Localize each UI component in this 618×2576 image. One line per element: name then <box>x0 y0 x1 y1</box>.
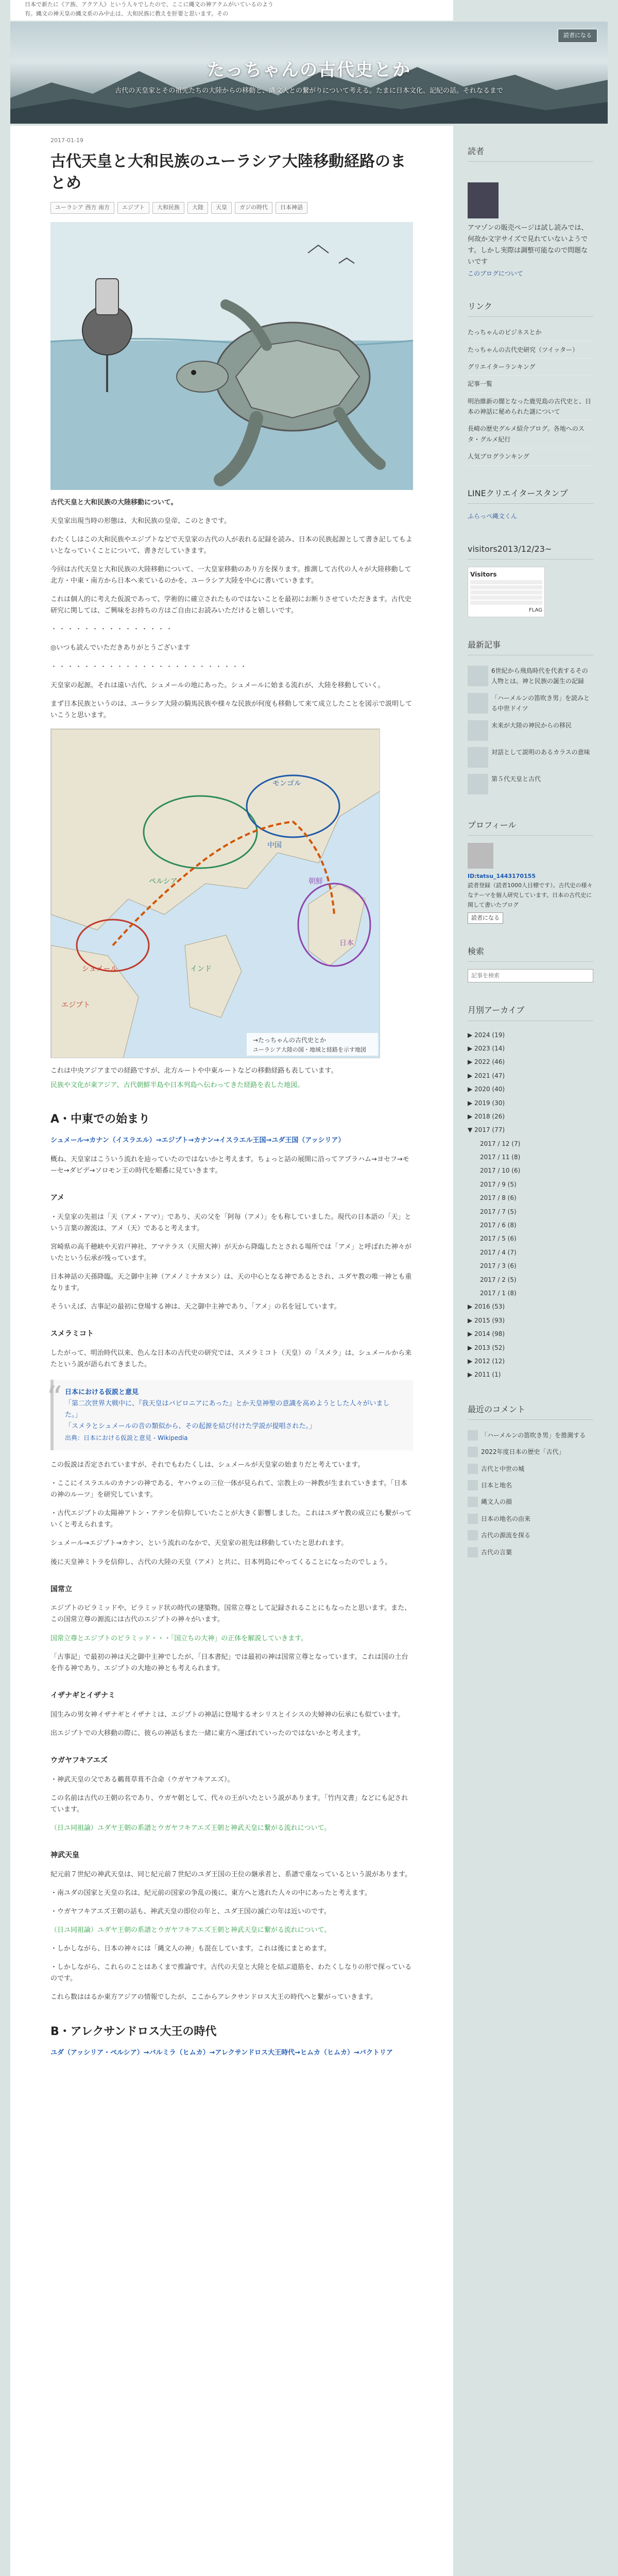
paragraph: したがって、明治時代以来、色んな日本の古代史の研究では、スメラミコト（天皇）の「スメラ」は、シュメールから来たという説が語られてきました。 <box>50 1349 412 1369</box>
paragraph: この名前は古代の王朝の名であり、ウガヤ朝として、代々の王がいたという説があります。「竹内文書」などにも記されています。 <box>50 1794 408 1814</box>
archive-year[interactable]: ▶ 2012 (12) <box>468 1357 505 1365</box>
archive-year[interactable]: ▶ 2015 (93) <box>468 1316 505 1324</box>
sidebar <box>453 126 608 2576</box>
archive-month[interactable]: 2017 / 11 (8) <box>480 1154 521 1161</box>
paragraph: まず日本民族というのは、ユーラシア大陸の騎馬民族や様々な民族が何度も移動して来て成立したことを図示で説明していこうと思います。 <box>50 700 413 719</box>
archive-month[interactable]: 2017 / 1 (8) <box>480 1289 517 1297</box>
module-title: 最近のコメント <box>468 1402 593 1420</box>
archive-year[interactable]: ▶ 2011 (1) <box>468 1371 501 1379</box>
module-title: 月別アーカイブ <box>468 1003 593 1021</box>
paragraph: 天皇家出現当時の形態は、大和民族の皇帝、このときです。 <box>50 517 231 525</box>
paragraph: そういえば、古事記の最初に登場する神は、天之御中主神であり、「アメ」の名を冠しています。 <box>50 1303 341 1311</box>
subsection-heading: イザナギとイザナミ <box>50 1691 115 1700</box>
paragraph: ・南ユダの国家と天皇の名は、紀元前の国家の争乱の後に、東方へと逃れた人々の中にあったと考えます。 <box>50 1889 371 1897</box>
commenter-avatar <box>468 1447 478 1457</box>
commenter-avatar <box>468 1480 478 1490</box>
paragraph: ・しかしながら、これらのことはあくまで推論です。古代の天皇と大陸とを結ぶ道筋を、わたくしなりの形で探っているのです。 <box>50 1963 411 1983</box>
commenter-avatar <box>468 1514 478 1524</box>
recent-entry[interactable]: 6世紀から飛鳥時代を代表するその人物とは。神と民族の誕生の記録 <box>468 663 593 690</box>
paragraph: 宮崎県の高千穂峡や天岩戸神社、アマテラス（天照大神）が天から降臨したとされる場所では「アメ」と呼ばれた神々がいたという伝承が残っています。 <box>50 1243 411 1262</box>
paragraph: 出エジプトでの大移動の際に、彼らの神話もまた一緒に東方へ運ばれていったのではないかと考えます。 <box>50 1729 365 1737</box>
module-title: 最新記事 <box>468 638 593 655</box>
archive-year[interactable]: ▶ 2021 (47) <box>468 1072 505 1079</box>
subsection-heading: 国常立 <box>50 1585 72 1594</box>
archive-month[interactable]: 2017 / 6 (8) <box>480 1222 517 1229</box>
map-label: 朝鮮 <box>308 877 323 886</box>
category-list <box>50 202 413 214</box>
promo-link[interactable]: このブログについて <box>468 269 523 277</box>
sidebar-link[interactable]: たっちゃんのビジネスとか <box>468 324 593 341</box>
paragraph: これら数ははるか東方アジアの情報でしたが、ここからアレクサンドロス大王の時代へと繋がっていきます。 <box>50 1993 377 2002</box>
profile-module <box>468 818 593 924</box>
paragraph: 今回は古代天皇と大和民族の大陸移動について、一大皇家移動のあり方を探ります。推測して古代の人々が大陸移動して北方・中東・南方から日本へ来ているのかを、ユーラシア大陸を中心に書いていきます。 <box>50 565 411 585</box>
paragraph: これは個人的に考えた仮説であって、学術的に確立されたものではないことを最初にお断りさせていただきます。古代史研究に関しては、ご興味をお持ちの方はご自由にお読みいただけると嬉しいです。 <box>50 596 411 615</box>
archive-year[interactable]: ▶ 2019 (30) <box>468 1099 505 1107</box>
commenter-avatar <box>468 1497 478 1507</box>
map-label: モンゴル <box>272 779 301 788</box>
recent-comments-module <box>468 1402 593 1561</box>
paragraph: ・古代エジプトの太陽神アトン・アテンを信仰していたことが大きく影響しました。これはユダヤ教の成立にも繋がっていくと考えられます。 <box>50 1510 412 1529</box>
main-article <box>10 126 453 2576</box>
site-title[interactable]: たっちゃんの古代史とか <box>207 60 411 80</box>
paragraph: 紀元前７世紀の神武天皇は、同じ紀元前７世紀のユダ王国の王位の継承者と、系譜で重なっているという説があります。 <box>50 1870 411 1878</box>
paragraph: シュメール→エジプト→カナン、という流れのなかで、天皇家の祖先は移動していたと思われます。 <box>50 1539 348 1548</box>
comment-item[interactable]: 縄文人の顔 <box>468 1494 593 1510</box>
related-link[interactable]: （日ユ同祖論）ユダヤ王朝の系譜とウガヤフキアエズ王朝と神武天皇に繋がる流れについて。 <box>50 1824 331 1832</box>
entry-date[interactable]: 2017-01-19 <box>50 137 83 144</box>
quote-icon: “ <box>46 1380 62 1416</box>
section-heading-a: A・中東での始まり <box>50 1113 150 1126</box>
paragraph: ・神武天皇の父である鵜葺草葺不合命（ウガヤフキアエズ）。 <box>50 1775 234 1784</box>
map-subtitle: ユーラシア大陸の国・地域と経路を示す地図 <box>253 1046 366 1053</box>
turtle-illustration <box>50 222 413 490</box>
archive-month[interactable]: 2017 / 12 (7) <box>480 1140 521 1147</box>
subsection-heading: ウガヤフキアエズ <box>50 1756 108 1765</box>
recent-entry[interactable]: 「ハーメルンの笛吹き男」を読みとる中世ドイツ <box>468 690 593 717</box>
blog-header <box>10 22 608 124</box>
recent-entry[interactable]: 第５代天皇と古代 <box>468 771 593 798</box>
map-label: 日本 <box>339 939 354 947</box>
separator-dots: ・・・・・・・・・・・・・・・・・・・・・・・・ <box>50 663 249 671</box>
subsection-heading: スメラミコト <box>50 1330 94 1338</box>
site-description: 古代の天皇家とその祖先たちの大陸からの移動と、縄文人との繋がりについて考える。たまに日本文化、記紀の話。それなるまで <box>115 87 503 95</box>
module-title: リンク <box>468 299 593 317</box>
archive-year[interactable]: ▶ 2016 (53) <box>468 1303 505 1311</box>
comment-item[interactable]: 古代の言葉 <box>468 1544 593 1561</box>
paragraph: ・ここにイスラエルのカナンの神である、ヤハウェの三位一体が見られて、宗教上の一神教が生まれていきます。「日本の神のルーツ」を研究しています。 <box>50 1480 407 1499</box>
module-title: 読者 <box>468 144 593 162</box>
paragraph: これは中央アジアまでの経路ですが、北方ルートや中東ルートなどの移動経路も表しています。 <box>50 1066 338 1075</box>
commenter-avatar <box>468 1530 478 1540</box>
route-link[interactable]: シュメール→カナン（イスラエル）→エジプト→カナン→イスラエル王国→ユダ王国（アッシリア） <box>50 1137 345 1145</box>
counter-label: Visitors <box>470 571 497 579</box>
eurasia-route-map[interactable] <box>50 728 380 1058</box>
archive-month[interactable]: 2017 / 2 (5) <box>480 1276 517 1283</box>
subsection-heading: アメ <box>50 1193 65 1202</box>
readers-module <box>468 144 593 162</box>
archive-month[interactable]: 2017 / 9 (5) <box>480 1180 517 1188</box>
profile-id[interactable]: ID:tatsu_1443170155 <box>468 872 536 879</box>
book-cover-image[interactable] <box>468 182 499 218</box>
archive-year[interactable]: ▶ 2023 (14) <box>468 1044 505 1052</box>
profile-readers-button[interactable]: 読者になる <box>468 912 503 924</box>
map-label: ペルシア <box>149 877 178 886</box>
category-tag[interactable]: 日本神話 <box>276 202 307 214</box>
entry-thumbnail <box>468 666 488 686</box>
recent-entry[interactable]: 対話として説明のあるカラスの意味 <box>468 744 593 771</box>
comment-item[interactable]: 日本と地名 <box>468 1477 593 1494</box>
recent-entry[interactable]: 未来が大陸の神民からの移民 <box>468 717 593 744</box>
related-link[interactable]: 国常立尊とエジプトのピラミッド・・・「国立ちの大神」の正体を解説していきます。 <box>50 1634 308 1642</box>
header-readers-button[interactable]: 読者になる <box>558 29 597 43</box>
recent-entries-module <box>468 638 593 798</box>
archive-month[interactable]: 2017 / 3 (6) <box>480 1262 517 1270</box>
quote-source-link[interactable]: 出典：日本における仮説と意見 - Wikipedia <box>65 1434 188 1442</box>
comment-item[interactable]: 2022年度日本の歴史「古代」 <box>468 1444 593 1460</box>
quote-block <box>46 1380 413 1450</box>
paragraph: ◎いつも読んでいただきありがとうございます <box>50 644 191 652</box>
paragraph: 日本神話の天孫降臨。天之御中主神（アメノミナカヌシ）は、天の中心となる神であるとされ、ユダヤ教の唯一神とも重なります。 <box>50 1273 412 1292</box>
comment-item[interactable]: 「ハーメルンの笛吹き男」を推測する <box>468 1427 593 1444</box>
promo-text: アマゾンの販売ページは試し読みでは、何故か文字サイズで見れていないようです。しかし実際は調整可能なので問題ないです <box>468 224 588 266</box>
paragraph: ・ウガヤフキアエズ王朝の話も、神武天皇の即位の年と、ユダ王国の滅亡の年は近いのです。 <box>50 1908 331 1916</box>
archive-year[interactable]: ▶ 2024 (19) <box>468 1031 505 1039</box>
search-input[interactable] <box>468 969 593 982</box>
commenter-avatar <box>468 1547 478 1557</box>
archive-year[interactable]: ▶ 2013 (52) <box>468 1344 505 1351</box>
archive-year[interactable]: ▶ 2018 (26) <box>468 1112 505 1120</box>
profile-text: 読者登録（読者1000人目標です）。古代史の様々なテーマを個人研究しています。日本の古代史に関して書いたブログ <box>468 882 593 908</box>
section-heading-b: B・アレクサンドロス大王の時代 <box>50 2025 217 2038</box>
sidebar-link[interactable]: グリエイターランキング <box>468 359 593 376</box>
comment-item[interactable]: 古代の源流を探る <box>468 1527 593 1544</box>
map-label: 中国 <box>267 841 282 850</box>
paragraph: この仮説は否定されていますが、それでもわたくしは、シュメールが天皇家の始まりだと考えています。 <box>50 1461 365 1469</box>
paragraph: 国生みの男女神イザナギとイザナミは、エジプトの神話に登場するオシリスとイシスの夫婦神の伝承にも似ています。 <box>50 1710 405 1719</box>
paragraph: わたくしはこの大和民族やエジプトなどで天皇家の古代の人が表れる記録を読み、日本の民族起源として書き記してもよいとなっていくことについて、書きだしていきます。 <box>50 535 413 555</box>
category-tag[interactable]: 天皇 <box>211 202 232 214</box>
category-tag[interactable]: ガジの時代 <box>235 202 272 214</box>
map-caption-green: 民族や文化が東アジア、古代朝鮮半島や日本列島へ伝わってきた経路を表した地図。 <box>50 1081 304 1089</box>
archive-month[interactable]: 2017 / 7 (5) <box>480 1208 517 1215</box>
archive-module <box>468 1003 593 1381</box>
map-label: シュメール <box>82 964 118 973</box>
map-label: インド <box>190 964 212 973</box>
line-stamp-module <box>468 486 593 522</box>
map-credit: →たっちゃんの古代史とか <box>253 1036 327 1044</box>
counter-table <box>470 580 542 606</box>
related-link[interactable]: （日ユ同祖論）ユダヤ王朝の系譜とウガヤフキアエズ王朝と神武天皇に繋がる流れについて。 <box>50 1926 331 1935</box>
quote-body: 「第二次世界大戦中に、『我天皇はバビロニアにあった』とか天皇神聖の意識を高めようとした人々がいました。」 <box>65 1400 390 1419</box>
separator-dots: ・・・・・・・・・・・・・・・ <box>50 625 175 634</box>
category-tag[interactable]: 大和民族 <box>152 202 184 214</box>
archive-year[interactable]: ▶ 2022 (46) <box>468 1058 505 1066</box>
commenter-avatar <box>468 1430 478 1440</box>
comment-item[interactable]: 日本の地名の由来 <box>468 1511 593 1527</box>
module-title: プロフィール <box>468 818 593 836</box>
paragraph: 後に天皇神ミトラを信仰し、古代の大陸の天皇（アメ）と共に、日本列島にやってくることになったのでしょう。 <box>50 1558 392 1566</box>
module-title: visitors2013/12/23~ <box>468 542 593 560</box>
entry-title[interactable]: 古代天皇と大和民族のユーラシア大陸移動経路のまとめ <box>50 152 406 193</box>
category-tag[interactable]: ユーラシア 西方 南方 <box>50 202 114 214</box>
search-module <box>468 944 593 982</box>
sidebar-link[interactable]: たっちゃんの古代史研究（ツイッター） <box>468 342 593 359</box>
sidebar-link[interactable]: 明治維新の闇となった鹿児島の古代史と、日本の神話に秘められた謎について <box>468 393 593 421</box>
flag-counter[interactable] <box>468 567 545 617</box>
previous-entry-snippet: 日本で新たに《ア族、アクア人》という人々でしたので、ここに縄文の神アクムがいているのよう 有。縄文の神天皇の縄文系のみ中止は、大和民族に教えを肝要と思います。その <box>10 0 453 21</box>
category-tag[interactable]: 大陸 <box>187 202 208 214</box>
entry-thumbnail <box>468 693 488 714</box>
promo-module <box>468 182 593 279</box>
route-link[interactable]: ユダ（アッシリア・ペルシア）→バルミラ（ヒムカ）→アレクサンドロス大王時代→ヒムカ（ヒムカ）→バクトリア <box>50 2048 393 2057</box>
counter-brand: FLAG <box>529 607 542 613</box>
archive-month[interactable]: 2017 / 8 (6) <box>480 1194 517 1202</box>
sidebar-link[interactable]: 人気ブログランキング <box>468 448 593 465</box>
paragraph: 「古事記」で最初の神は天之御中主神でしたが、「日本書紀」では最初の神は国常立尊となっています。これは国の土台を作る神であり、エジプトの大地の神とも考えられます。 <box>50 1653 408 1672</box>
entry-thumbnail <box>468 774 488 794</box>
quote-body: 「スメラとシュメールの音の類似から、その起源を結び付けた学説が提唱された。」 <box>65 1422 316 1431</box>
paragraph: ・しかしながら、日本の神々には「縄文人の神」も混在しています。これは後にまとめます。 <box>50 1945 331 1953</box>
visitors-module <box>468 542 593 617</box>
entry-thumbnail <box>468 747 488 768</box>
archive-month[interactable]: 2017 / 4 (7) <box>480 1248 517 1256</box>
line-stamp-link[interactable]: ふらっぺ縄文くん <box>468 512 518 520</box>
links-module <box>468 299 593 466</box>
paragraph: ・天皇家の先祖は「天（アメ・アマ）」であり、天の父を「阿毎（アメ）」をも称していました。現代の日本語の「天」という言葉の源流は、アメ（天）であると考えます。 <box>50 1213 411 1232</box>
archive-year[interactable]: ▼ 2017 (77) <box>468 1126 505 1134</box>
quote-title[interactable]: 日本における仮説と意見 <box>65 1388 139 1397</box>
paragraph: 概ね、天皇家はこういう流れを辿っていたのではないかと考えます。ちょっと話の展開に沿ってアブラハム→ヨセフ→モーセ→ダビデ→ソロモン王の時代を順番に見ていきます。 <box>50 1155 409 1175</box>
archive-year[interactable]: ▶ 2020 (40) <box>468 1086 505 1093</box>
module-title: LINEクリエイタースタンプ <box>468 486 593 504</box>
intro-heading: 古代天皇と大和民族の大陸移動について。 <box>50 498 178 506</box>
category-tag[interactable]: エジプト <box>117 202 149 214</box>
module-title: 検索 <box>468 944 593 962</box>
comment-item[interactable]: 古代と中世の城 <box>468 1461 593 1477</box>
archive-month[interactable]: 2017 / 10 (6) <box>480 1167 521 1175</box>
archive-month[interactable]: 2017 / 5 (6) <box>480 1235 517 1243</box>
commenter-avatar <box>468 1464 478 1474</box>
paragraph: 天皇家の起源。それは遠い古代、シュメールの地にあった。シュメールに始まる流れが、大陸を移動していく。 <box>50 681 385 689</box>
entry-thumbnail <box>468 720 488 741</box>
paragraph: エジプトのピラミッドや、ピラミッド状の時代の建築物。国常立尊として記録されることにもなったと思います。また、この国常立尊の源流には古代のエジプトの神々がいます。 <box>50 1604 411 1624</box>
subsection-heading: 神武天皇 <box>50 1851 79 1860</box>
sidebar-link[interactable]: 記事一覧 <box>468 376 593 393</box>
archive-year[interactable]: ▶ 2014 (98) <box>468 1330 505 1338</box>
avatar[interactable] <box>468 843 493 869</box>
map-label: エジプト <box>61 1001 90 1009</box>
sidebar-link[interactable]: 長崎の歴史グルメ紹介ブログ。各地へのスタ・グルメ紀行 <box>468 420 593 448</box>
